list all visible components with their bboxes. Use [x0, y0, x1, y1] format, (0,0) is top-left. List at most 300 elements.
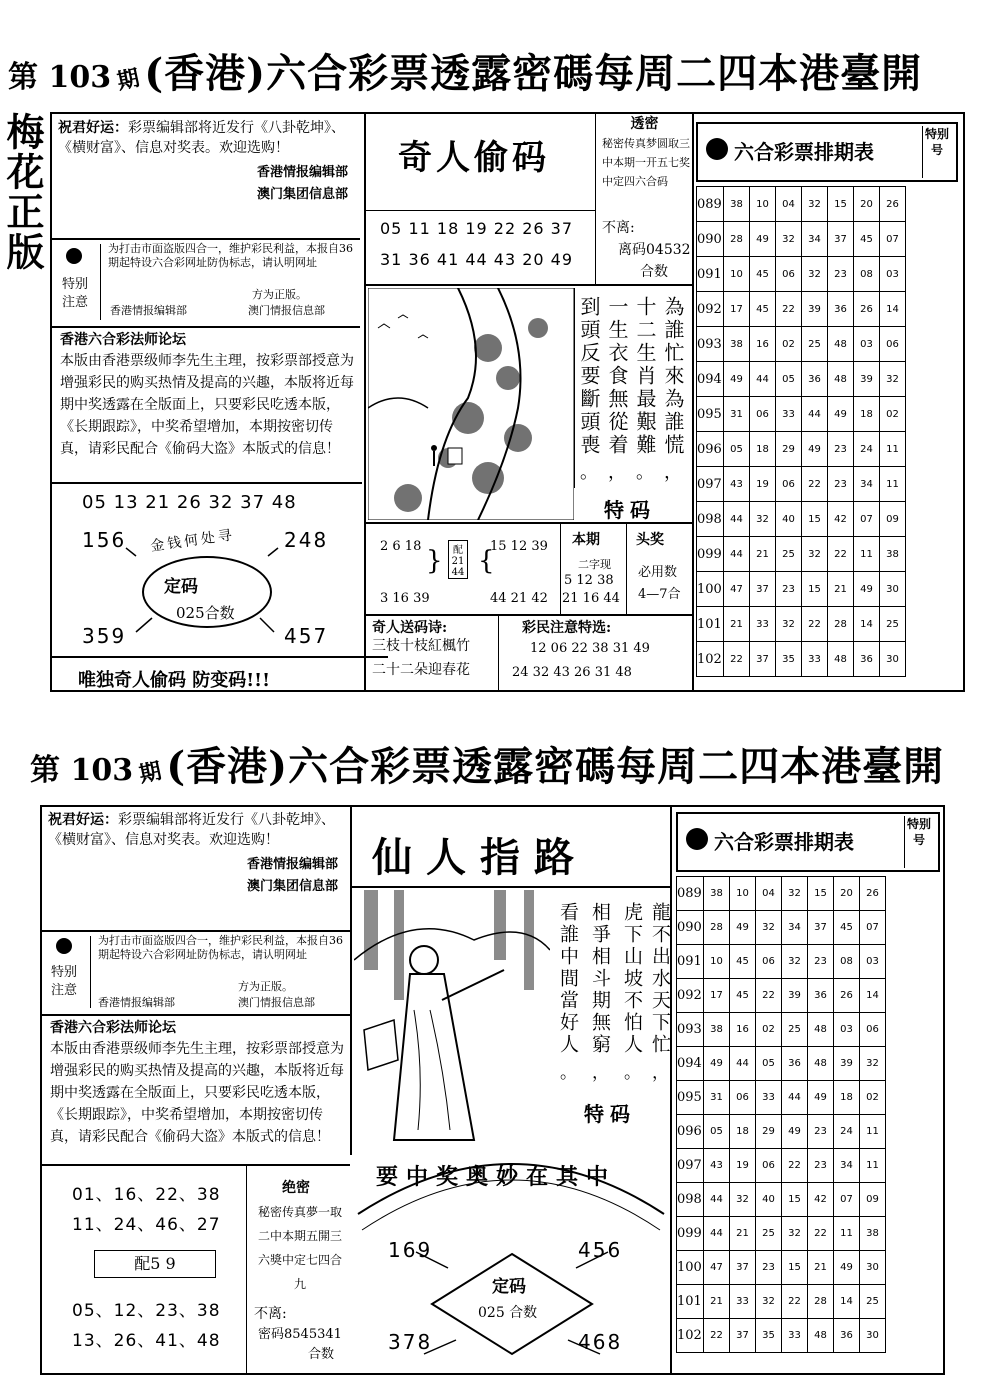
- dept-2: 澳门集团信息部: [256, 187, 348, 202]
- schedule-cell: 30: [880, 572, 906, 607]
- schedule-cell: 08: [854, 257, 880, 292]
- schedule-cell: 24: [834, 1115, 860, 1149]
- schedule-row: [697, 572, 906, 607]
- bomb-icon: [66, 248, 82, 264]
- schedule-cell: 43: [704, 1149, 730, 1183]
- schedule-cell: 33: [756, 1081, 782, 1115]
- schedule-cell: 26: [860, 877, 886, 911]
- schedule-cell: 32: [880, 362, 906, 397]
- schedule-cell: 05: [704, 1115, 730, 1149]
- bq-n1: 5 12 38: [564, 573, 614, 588]
- schedule-cell: 23: [828, 467, 854, 502]
- schedule-cell: 36: [782, 1047, 808, 1081]
- schedule-cell: 30: [860, 1319, 886, 1353]
- schedule-cell: 15: [828, 187, 854, 222]
- schedule-cell: 44: [704, 1217, 730, 1251]
- schedule-cell: 21: [730, 1217, 756, 1251]
- buli-label: 不离:: [602, 220, 635, 236]
- arrows-graphic: [52, 484, 362, 656]
- num-br-2: 468: [578, 1330, 623, 1354]
- issue-number-2: 第 103: [30, 753, 134, 788]
- notice-tail-2: 方为正版。: [238, 980, 293, 993]
- schedule-cell: 38: [704, 1013, 730, 1047]
- schedule-issue: 090: [677, 911, 704, 945]
- schedule-cell: 35: [756, 1319, 782, 1353]
- schedule-cell: 23: [828, 432, 854, 467]
- schedule-cell: 23: [808, 1115, 834, 1149]
- secret-body: 秘密传真梦圆取三中本期一开五七奖中定四六合码: [602, 137, 690, 188]
- schedule-row: [677, 1149, 886, 1183]
- poem-line-4: 到頭反要斷頭喪: [577, 296, 601, 457]
- schedule-cell: 09: [880, 502, 906, 537]
- schedule-cell: 23: [808, 945, 834, 979]
- schedule-row: [697, 327, 906, 362]
- groups-row: 2 6 18 3 16 39 } 配 21 44 { 15 12 39 44 21 42 本期 二字现 5 12 38 21 16 44 头奖 必用数 4—7合: [366, 524, 692, 616]
- num-tl-2: 169: [388, 1238, 433, 1262]
- schedule-cell: 49: [782, 1115, 808, 1149]
- schedule-cell: 25: [802, 327, 828, 362]
- schedule-row: [697, 432, 906, 467]
- juemi-body: 秘密传真夢一取二中本期五開三六獎中定七四合九: [257, 1205, 342, 1291]
- schedule-cell: 22: [704, 1319, 730, 1353]
- schedule-cell: 48: [808, 1319, 834, 1353]
- schedule-cell: 06: [730, 1081, 756, 1115]
- schedule-issue: 101: [677, 1285, 704, 1319]
- schedule-cell: 06: [776, 467, 802, 502]
- schedule-cell: 10: [724, 257, 750, 292]
- schedule-issue: 097: [697, 467, 724, 502]
- bq-n2: 21 16 44: [562, 591, 620, 606]
- schedule-cell: 11: [860, 1115, 886, 1149]
- schedule-cell: 31: [724, 397, 750, 432]
- schedule-issue: 095: [697, 397, 724, 432]
- side-label: 梅花正版: [0, 112, 45, 272]
- schedule-cell: 02: [880, 397, 906, 432]
- schedule-cell: 25: [756, 1217, 782, 1251]
- schedule-cell: 45: [854, 222, 880, 257]
- dept-2-b: 澳门集团信息部: [246, 879, 338, 894]
- schedule-cell: 32: [730, 1183, 756, 1217]
- schedule-cell: 05: [776, 362, 802, 397]
- schedule-row: [697, 187, 906, 222]
- forum-body: 本版由香港票级师李先生主理，按彩票部授意为增强彩民的购买热情及提高的兴趣，本版将近每期中奖透露在全版面上，只要彩民吃透本版，《长期跟踪》，中奖希望增加，本期按密切传真，请彩民配合《偷码大盗》本版式的信息！: [60, 353, 354, 457]
- schedule-issue: 102: [697, 642, 724, 677]
- schedule-cell: 15: [802, 572, 828, 607]
- forum-block-2: [50, 1018, 346, 1148]
- schedule-row: [677, 1047, 886, 1081]
- schedule-row: [697, 222, 906, 257]
- schedule-cell: 34: [834, 1149, 860, 1183]
- schedule-cell: 22: [802, 607, 828, 642]
- schedule-cell: 34: [854, 467, 880, 502]
- schedule-row: [677, 1081, 886, 1115]
- schedule-cell: 44: [704, 1183, 730, 1217]
- schedule-row: [697, 292, 906, 327]
- schedule-cell: 17: [704, 979, 730, 1013]
- schedule-cell: 43: [724, 467, 750, 502]
- schedule-cell: 33: [730, 1285, 756, 1319]
- slogan: 唯独奇人偷码 防变码!!!: [52, 656, 388, 692]
- schedule-cell: 04: [756, 877, 782, 911]
- ding-sub: 025合数: [176, 604, 235, 622]
- schedule-cell: 25: [782, 1013, 808, 1047]
- schedule-cell: 32: [776, 607, 802, 642]
- center-title: 奇人偷码: [398, 138, 550, 178]
- schedule-cell: 37: [808, 911, 834, 945]
- schedule-cell: 10: [704, 945, 730, 979]
- schedule-issue: 091: [677, 945, 704, 979]
- schedule-issue: 099: [697, 537, 724, 572]
- schedule-row: [677, 945, 886, 979]
- poem-punct-1: ，: [664, 462, 682, 483]
- schedule-cell: 22: [756, 979, 782, 1013]
- greeting-head-2: 祝君好运：: [48, 812, 118, 828]
- poem2-line-2: 虎下山坡不怕人: [621, 902, 643, 1056]
- schedule-row: [677, 911, 886, 945]
- schedule-cell: 45: [750, 292, 776, 327]
- notice-dept-1-b: 香港情报编辑部: [98, 996, 175, 1009]
- schedule-issue: 098: [677, 1183, 704, 1217]
- schedule-cell: 25: [880, 607, 906, 642]
- poem2-line-1: 龍不出水天下忙: [649, 902, 671, 1056]
- schedule-cell: 32: [860, 1047, 886, 1081]
- poem2-punct-2: 。: [624, 1063, 641, 1083]
- schedule-cell: 42: [828, 502, 854, 537]
- schedule-cell: 25: [860, 1285, 886, 1319]
- schedule-row: [677, 1183, 886, 1217]
- greeting-head: 祝君好运：: [58, 120, 128, 136]
- poem-line-3: 一生衣食無從着: [605, 296, 629, 457]
- nums-b2: 13、26、41、48: [72, 1331, 221, 1351]
- tj-range: 4—7合: [638, 587, 681, 602]
- schedule-cell: 49: [828, 397, 854, 432]
- grp-r1: 15 12 39: [490, 539, 548, 554]
- schedule-cell: 06: [756, 1149, 782, 1183]
- schedule-cell: 22: [724, 642, 750, 677]
- schedule-cell: 22: [802, 467, 828, 502]
- schedule-row: [677, 877, 886, 911]
- schedule-cell: 07: [854, 502, 880, 537]
- pei-nums: 21 44: [451, 556, 465, 578]
- mima: 密码8545341: [258, 1327, 342, 1342]
- schedule-cell: 03: [860, 945, 886, 979]
- schedule-cell: 21: [808, 1251, 834, 1285]
- schedule-issue: 091: [697, 257, 724, 292]
- schedule-cell: 11: [834, 1217, 860, 1251]
- schedule-cell: 32: [802, 187, 828, 222]
- poem2-punct-3: ，: [592, 1063, 609, 1083]
- schedule-cell: 11: [854, 537, 880, 572]
- schedule-cell: 02: [776, 327, 802, 362]
- schedule-cell: 02: [756, 1013, 782, 1047]
- schedule-row: [677, 1217, 886, 1251]
- schedule-cell: 48: [808, 1013, 834, 1047]
- schedule-cell: 29: [756, 1115, 782, 1149]
- notice-dept-1: 香港情报编辑部: [110, 304, 187, 317]
- greeting-body-2: 彩票编辑部将近发行《八卦乾坤》、《横财富》、信息对奖表。欢迎选购！: [48, 812, 335, 848]
- schedule-cell: 33: [750, 607, 776, 642]
- toujiang: 头奖: [636, 532, 664, 548]
- schedule-issue: 100: [677, 1251, 704, 1285]
- forum-title: 香港六合彩法师论坛: [60, 332, 186, 348]
- mascot-icon: [706, 138, 728, 160]
- schedule-cell: 18: [750, 432, 776, 467]
- schedule-row: [697, 467, 906, 502]
- schedule-cell: 18: [854, 397, 880, 432]
- schedule-cell: 11: [880, 432, 906, 467]
- schedule-cell: 47: [724, 572, 750, 607]
- schedule-row: [697, 642, 906, 677]
- schedule-cell: 34: [802, 222, 828, 257]
- schedule-cell: 39: [834, 1047, 860, 1081]
- schedule-cell: 08: [834, 945, 860, 979]
- schedule-cell: 32: [750, 502, 776, 537]
- schedule-cell: 44: [750, 362, 776, 397]
- forum-block: [60, 330, 356, 460]
- schedule-issue: 092: [697, 292, 724, 327]
- greeting-block: [58, 118, 358, 204]
- schedule-cell: 24: [854, 432, 880, 467]
- schedule-row: [697, 537, 906, 572]
- schedule-cell: 39: [782, 979, 808, 1013]
- nums-a1: 01、16、22、38: [72, 1185, 221, 1205]
- heshu-2: 合数: [308, 1347, 335, 1362]
- schedule-row: [677, 1115, 886, 1149]
- page-title: (香港)六合彩票透露密碼每周二四本港臺開: [144, 50, 923, 97]
- notice-tag-box: [58, 244, 101, 320]
- schedule-cell: 03: [834, 1013, 860, 1047]
- notice-tag-2: 特别注意: [50, 965, 77, 998]
- zhuyi: 彩民注意特选:: [522, 620, 612, 636]
- notice-tag: 特别注意: [61, 277, 88, 310]
- schedule-cell: 04: [776, 187, 802, 222]
- schedule-cell: 28: [808, 1285, 834, 1319]
- schedule-issue: 094: [697, 362, 724, 397]
- schedule-row: [677, 1013, 886, 1047]
- schedule-cell: 30: [860, 1251, 886, 1285]
- pei-label: 配: [453, 545, 463, 556]
- schedule-cell: 32: [756, 1285, 782, 1319]
- zy-2: 24 32 43 26 31 48: [512, 665, 632, 680]
- schedule-cell: 49: [730, 911, 756, 945]
- schedule-cell: 31: [704, 1081, 730, 1115]
- schedule-cell: 21: [828, 572, 854, 607]
- schedule-cell: 36: [828, 292, 854, 327]
- issue-qi: 期: [114, 64, 142, 95]
- poem2-punct-1: ，: [652, 1063, 669, 1083]
- ding-label-2: 定码: [492, 1277, 526, 1297]
- schedule-title: 六合彩票排期表: [734, 140, 874, 164]
- schedule-cell: 18: [730, 1115, 756, 1149]
- issue-number: 第 103: [8, 60, 112, 95]
- schedule-cell: 28: [828, 607, 854, 642]
- center-nums: [366, 210, 596, 269]
- schedule-cell: 45: [730, 979, 756, 1013]
- schedule-cell: 22: [782, 1285, 808, 1319]
- schedule-cell: 33: [802, 642, 828, 677]
- schedule-cell: 15: [802, 502, 828, 537]
- schedule-cell: 18: [834, 1081, 860, 1115]
- schedule-cell: 17: [724, 292, 750, 327]
- schedule-cell: 48: [828, 642, 854, 677]
- schedule-cell: 35: [776, 642, 802, 677]
- schedule-issue: 089: [677, 877, 704, 911]
- poem-line-2: 十二生肖最艱難: [633, 296, 657, 457]
- schedule-cell: 20: [834, 877, 860, 911]
- schedule-cell: 49: [724, 362, 750, 397]
- schedule-cell: 32: [802, 257, 828, 292]
- schedule-cell: 37: [828, 222, 854, 257]
- schedule-cell: 05: [724, 432, 750, 467]
- schedule-cell: 15: [808, 877, 834, 911]
- schedule-cell: 14: [854, 607, 880, 642]
- center-nums-2: 31 36 41 44 43 20 49: [380, 250, 574, 269]
- sage-illustration: [354, 890, 550, 1144]
- schedule-cell: 37: [750, 572, 776, 607]
- schedule-table-top: [696, 186, 906, 677]
- schedule-row: [697, 257, 906, 292]
- ding-label: 定码: [164, 577, 198, 597]
- schedule-row: [677, 1319, 886, 1353]
- schedule-cell: 37: [750, 642, 776, 677]
- schedule-cell: 32: [782, 1217, 808, 1251]
- schedule-cell: 38: [860, 1217, 886, 1251]
- schedule-tag: 特别号: [922, 126, 951, 178]
- schedule-cell: 47: [704, 1251, 730, 1285]
- pei-box-2: 配5 9: [94, 1250, 216, 1278]
- schedule-cell: 32: [782, 945, 808, 979]
- schedule-table-bottom: [676, 876, 886, 1353]
- num-br: 457: [284, 624, 329, 648]
- schedule-cell: 36: [808, 979, 834, 1013]
- schedule-cell: 36: [834, 1319, 860, 1353]
- schedule-cell: 16: [750, 327, 776, 362]
- schedule-row: [697, 502, 906, 537]
- schedule-issue: 100: [697, 572, 724, 607]
- benqi: 本期: [572, 532, 600, 548]
- schedule-cell: 44: [730, 1047, 756, 1081]
- schedule-cell: 22: [828, 537, 854, 572]
- grp-r2: 44 21 42: [490, 591, 548, 606]
- schedule-cell: 20: [854, 187, 880, 222]
- schedule-title-2: 六合彩票排期表: [714, 830, 854, 854]
- greeting-body: 彩票编辑部将近发行《八卦乾坤》、《横财富》、信息对奖表。欢迎选购！: [58, 120, 345, 156]
- schedule-issue: 102: [677, 1319, 704, 1353]
- schedule-cell: 44: [802, 397, 828, 432]
- schedule-cell: 23: [756, 1251, 782, 1285]
- bomb-icon-2: [56, 938, 72, 954]
- schedule-cell: 15: [782, 1251, 808, 1285]
- buli-2: 不离:: [254, 1306, 287, 1322]
- schedule-issue: 099: [677, 1217, 704, 1251]
- schedule-cell: 19: [750, 467, 776, 502]
- schedule-cell: 44: [782, 1081, 808, 1115]
- page-title-2: (香港)六合彩票透露密碼每周二四本港臺開: [166, 743, 945, 790]
- code-block: [52, 482, 362, 656]
- schedule-cell: 22: [782, 1149, 808, 1183]
- schedule-cell: 06: [756, 945, 782, 979]
- poem-line-1: 為誰忙來為誰慌: [661, 296, 685, 457]
- issue-qi-2: 期: [136, 757, 164, 788]
- schedule-cell: 42: [808, 1183, 834, 1217]
- schedule-cell: 23: [828, 257, 854, 292]
- schedule-cell: 44: [724, 537, 750, 572]
- schedule-tag-2: 特别号: [904, 816, 933, 868]
- schedule-row: [677, 1251, 886, 1285]
- schedule-issue: 097: [677, 1149, 704, 1183]
- schedule-issue: 098: [697, 502, 724, 537]
- schedule-cell: 11: [860, 1149, 886, 1183]
- schedule-issue: 089: [697, 187, 724, 222]
- schedule-issue: 095: [677, 1081, 704, 1115]
- num-bl: 359: [82, 624, 127, 648]
- schedule-row: [677, 1285, 886, 1319]
- center-nums-1: 05 11 18 19 22 26 37: [380, 219, 574, 238]
- grp-l2: 3 16 39: [380, 591, 430, 606]
- schedule-cell: 21: [704, 1285, 730, 1319]
- schedule-cell: 22: [776, 292, 802, 327]
- schedule-issue: 096: [697, 432, 724, 467]
- song-2: 二十二朵迎春花: [372, 662, 470, 678]
- schedule-issue: 093: [677, 1013, 704, 1047]
- schedule-cell: 49: [704, 1047, 730, 1081]
- schedule-cell: 16: [730, 1013, 756, 1047]
- schedule-cell: 14: [860, 979, 886, 1013]
- heshu: 合数: [640, 264, 668, 280]
- notice-block-2: [42, 930, 350, 1016]
- schedule-cell: 07: [860, 911, 886, 945]
- schedule-cell: 38: [724, 187, 750, 222]
- schedule-cell: 10: [730, 877, 756, 911]
- schedule-issue: 094: [677, 1047, 704, 1081]
- dept-1-b: 香港情报编辑部: [246, 857, 338, 872]
- songma: 奇人送码诗:: [372, 620, 448, 636]
- schedule-cell: 36: [802, 362, 828, 397]
- poem-punct-4: 。: [580, 462, 598, 483]
- pei-box: [448, 540, 468, 579]
- secret-head: 透密: [630, 116, 659, 132]
- schedule-cell: 05: [756, 1047, 782, 1081]
- forum-body-2: 本版由香港票级师李先生主理，按彩票部授意为增强彩民的购买热情及提高的兴趣，本版将近每期中奖透露在全版面上，只要彩民吃透本版，《长期跟踪》，中奖希望增加，本期按密切传真，请彩民配合《偷码大盗》本版式的信息！: [50, 1041, 344, 1145]
- schedule-cell: 32: [782, 877, 808, 911]
- schedule-cell: 32: [802, 537, 828, 572]
- bottom-header: [30, 735, 944, 792]
- schedule-row: [697, 607, 906, 642]
- schedule-cell: 29: [776, 432, 802, 467]
- schedule-cell: 40: [776, 502, 802, 537]
- schedule-cell: 44: [724, 502, 750, 537]
- schedule-cell: 49: [854, 572, 880, 607]
- num-tr-2: 456: [578, 1238, 623, 1262]
- schedule-cell: 33: [776, 397, 802, 432]
- notice-dept-2-b: 澳门情报信息部: [238, 996, 315, 1009]
- greeting-block-2: [48, 810, 348, 896]
- grp-l1: 2 6 18: [380, 539, 422, 554]
- schedule-cell: 45: [834, 911, 860, 945]
- schedule-cell: 14: [834, 1285, 860, 1319]
- schedule-cell: 37: [730, 1319, 756, 1353]
- schedule-cell: 48: [808, 1047, 834, 1081]
- schedule-cell: 48: [828, 362, 854, 397]
- schedule-row: [697, 362, 906, 397]
- notice-block: [52, 238, 360, 328]
- poem2-line-3: 相爭相斗期無窮: [589, 902, 611, 1056]
- schedule-cell: 32: [756, 911, 782, 945]
- notice-tail: 方为正版。: [252, 288, 307, 301]
- schedule-header-bottom: [676, 812, 940, 872]
- schedule-cell: 49: [808, 1081, 834, 1115]
- schedule-cell: 22: [808, 1217, 834, 1251]
